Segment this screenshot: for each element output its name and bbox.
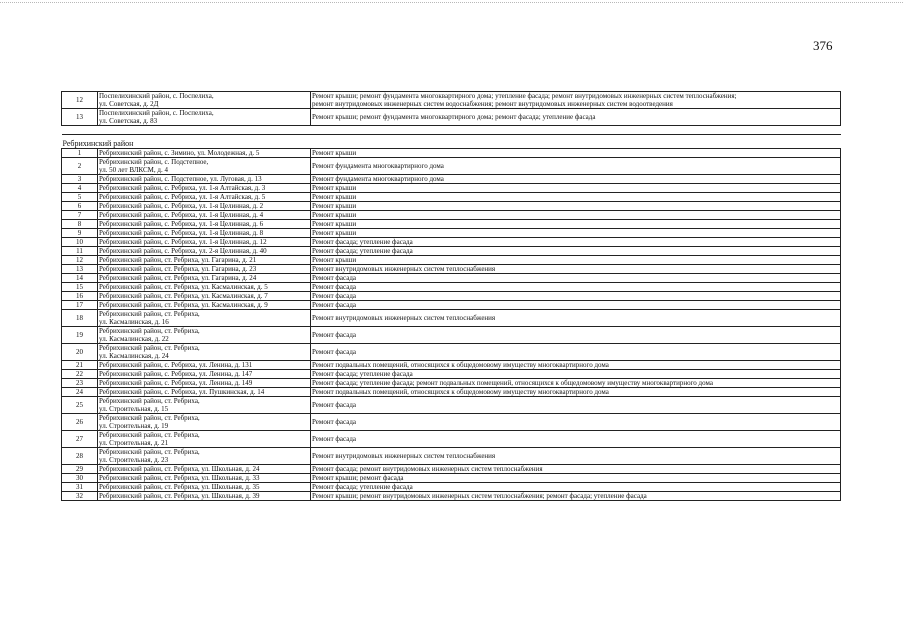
row-number: 10 [62, 238, 98, 247]
address-cell [98, 414, 311, 431]
row-number: 31 [62, 483, 98, 492]
address-line: Ребрихинский район, ст. Ребриха, [99, 344, 200, 352]
works-line: Ремонт подвальных помещений, относящихся к общедомовому имуществу многоквартирного дома [312, 361, 609, 369]
works-line: Ремонт фундамента многоквартирного дома [312, 175, 444, 183]
address-cell [98, 220, 311, 229]
row-number: 4 [62, 184, 98, 193]
address-line: Ребрихинский район, ст. Ребриха, ул. Гагарина, д. 24 [99, 274, 257, 282]
address-line: Ребрихинский район, ст. Ребриха, ул. Школьная, д. 35 [99, 483, 260, 491]
works-cell [311, 492, 841, 501]
address-line: Ребрихинский район, с. Ребриха, ул. 1-я Целинная, д. 8 [99, 229, 264, 237]
address-line: Ребрихинский район, ст. Ребриха, ул. Касмалинская, д. 5 [99, 283, 268, 291]
works-line: Ремонт фасада; утепление фасада [312, 238, 413, 246]
address-line: Ребрихинский район, с. Ребриха, ул. 1-я Алтайская, д. 3 [99, 184, 266, 192]
works-line: Ремонт крыши [312, 229, 357, 237]
table-row [62, 361, 841, 370]
works-cell [311, 448, 841, 465]
address-line: ул. 50 лет ВЛКСМ, д. 4 [99, 166, 168, 174]
table-row [62, 193, 841, 202]
works-line: Ремонт внутридомовых инженерных систем теплоснабжения [312, 452, 496, 460]
works-line: Ремонт внутридомовых инженерных систем теплоснабжения [312, 265, 496, 273]
address-line: Ребрихинский район, ст. Ребриха, [99, 397, 200, 405]
table-row [62, 247, 841, 256]
address-cell [98, 109, 311, 126]
works-line: Ремонт фасада [312, 348, 357, 356]
row-number: 29 [62, 465, 98, 474]
address-cell [98, 247, 311, 256]
works-line: Ремонт крыши [312, 211, 357, 219]
works-line: Ремонт фасада [312, 401, 357, 409]
address-line: ул. Касмалинская, д. 24 [99, 352, 169, 360]
works-cell [311, 92, 841, 109]
row-number: 23 [62, 379, 98, 388]
works-cell [311, 175, 841, 184]
address-line: Ребрихинский район, ст. Ребриха, ул. Касмалинская, д. 9 [99, 301, 268, 309]
address-cell [98, 158, 311, 175]
works-line: Ремонт крыши [312, 193, 357, 201]
row-number: 21 [62, 361, 98, 370]
address-line: Поспелихинский район, с. Поспелиха, [99, 92, 214, 100]
row-number: 12 [62, 92, 98, 109]
row-number: 13 [62, 109, 98, 126]
works-line: Ремонт фасада [312, 435, 357, 443]
table-row [62, 370, 841, 379]
works-line: Ремонт фасада [312, 301, 357, 309]
address-cell [98, 175, 311, 184]
scan-top-rule [0, 2, 903, 4]
row-number: 6 [62, 202, 98, 211]
address-line: Ребрихинский район, с. Ребриха, ул. 1-я Алтайская, д. 5 [99, 193, 266, 201]
table-row [62, 344, 841, 361]
works-cell [311, 220, 841, 229]
address-line: Ребрихинский район, ст. Ребриха, [99, 431, 200, 439]
row-number: 27 [62, 431, 98, 448]
address-cell [98, 483, 311, 492]
address-line: Ребрихинский район, с. Ребриха, ул. 1-я Целинная, д. 6 [99, 220, 264, 228]
address-line: ул. Советская, д. 2Д [99, 100, 159, 108]
works-line: Ремонт фасада [312, 283, 357, 291]
row-number: 24 [62, 388, 98, 397]
works-cell [311, 397, 841, 414]
address-line: Ребрихинский район, с. Подстепное, ул. Луговая, д. 13 [99, 175, 262, 183]
table-row [62, 149, 841, 158]
address-line: ул. Строительная, д. 21 [99, 439, 169, 447]
works-cell [311, 247, 841, 256]
row-number: 17 [62, 301, 98, 310]
works-cell [311, 301, 841, 310]
table-row [62, 158, 841, 175]
address-cell [98, 92, 311, 109]
address-line: ул. Советская, д. 83 [99, 117, 158, 125]
table-row [62, 109, 841, 126]
works-cell [311, 379, 841, 388]
address-cell [98, 310, 311, 327]
row-number: 5 [62, 193, 98, 202]
row-number: 14 [62, 274, 98, 283]
table-row [62, 301, 841, 310]
address-line: Ребрихинский район, с. Ребриха, ул. Ленина, д. 147 [99, 370, 253, 378]
row-number: 11 [62, 247, 98, 256]
works-cell [311, 483, 841, 492]
works-line: Ремонт фасада; утепление фасада [312, 483, 413, 491]
row-number: 8 [62, 220, 98, 229]
address-cell [98, 361, 311, 370]
table-body-spacer [62, 126, 841, 149]
address-cell [98, 448, 311, 465]
address-cell [98, 265, 311, 274]
works-cell [311, 265, 841, 274]
page-number: 376 [813, 38, 833, 53]
works-cell [311, 310, 841, 327]
address-line: Ребрихинский район, ст. Ребриха, ул. Гагарина, д. 23 [99, 265, 257, 273]
address-cell [98, 292, 311, 301]
row-number: 15 [62, 283, 98, 292]
table-row [62, 483, 841, 492]
table-row [62, 388, 841, 397]
works-line: Ремонт крыши; ремонт внутридомовых инженерных систем теплоснабжения; ремонт фасада; утепление фасада [312, 492, 647, 500]
table-row [62, 92, 841, 109]
works-cell [311, 193, 841, 202]
works-cell [311, 184, 841, 193]
table-row [62, 238, 841, 247]
address-line: Поспелихинский район, с. Поспелиха, [99, 109, 214, 117]
row-number: 18 [62, 310, 98, 327]
address-cell [98, 474, 311, 483]
address-cell [98, 283, 311, 292]
works-line: Ремонт крыши [312, 149, 357, 157]
row-number: 3 [62, 175, 98, 184]
row-number: 32 [62, 492, 98, 501]
table-row [62, 184, 841, 193]
row-number: 7 [62, 211, 98, 220]
works-line: Ремонт фундамента многоквартирного дома [312, 162, 444, 170]
address-cell [98, 229, 311, 238]
address-line: ул. Строительная, д. 19 [99, 422, 169, 430]
works-cell [311, 158, 841, 175]
address-cell [98, 379, 311, 388]
address-cell [98, 344, 311, 361]
works-cell [311, 238, 841, 247]
section-header-row [62, 135, 841, 149]
works-line: Ремонт крыши; ремонт фундамента многоквартирного дома; ремонт фасада; утепление фасада [312, 113, 596, 121]
works-line: Ремонт фасада [312, 274, 357, 282]
works-line: Ремонт крыши; ремонт фундамента многоквартирного дома; утепление фасада; ремонт внутридомовых инженерных систем теплоснабжения; [312, 92, 737, 100]
works-cell [311, 344, 841, 361]
table-row [62, 379, 841, 388]
address-cell [98, 211, 311, 220]
works-cell [311, 283, 841, 292]
works-cell [311, 292, 841, 301]
works-line: Ремонт фасада; утепление фасада; ремонт подвальных помещений, относящихся к общедомовому имуществу многоквартирного дома [312, 379, 713, 387]
address-line: Ребрихинский район, с. Зимино, ул. Молодежная, д. 5 [99, 149, 260, 157]
works-cell [311, 431, 841, 448]
works-cell [311, 256, 841, 265]
table-row [62, 175, 841, 184]
address-line: Ребрихинский район, ст. Ребриха, ул. Гагарина, д. 21 [99, 256, 257, 264]
table-row [62, 431, 841, 448]
table-row [62, 283, 841, 292]
works-cell [311, 149, 841, 158]
address-cell [98, 397, 311, 414]
table-row [62, 310, 841, 327]
spacer-row [62, 126, 841, 135]
section-title: Ребрихинский район [62, 135, 841, 149]
works-cell [311, 211, 841, 220]
repair-program-table [61, 91, 841, 501]
address-line: ул. Строительная, д. 23 [99, 456, 169, 464]
works-line: Ремонт внутридомовых инженерных систем теплоснабжения [312, 314, 496, 322]
address-line: Ребрихинский район, ст. Ребриха, [99, 310, 200, 318]
row-number: 16 [62, 292, 98, 301]
address-line: Ребрихинский район, с. Ребриха, ул. 1-я Целинная, д. 4 [99, 211, 264, 219]
address-cell [98, 274, 311, 283]
address-line: Ребрихинский район, с. Ребриха, ул. 1-я Целинная, д. 12 [99, 238, 267, 246]
works-cell [311, 229, 841, 238]
address-cell [98, 238, 311, 247]
table-row [62, 274, 841, 283]
row-number: 26 [62, 414, 98, 431]
table-row [62, 220, 841, 229]
address-line: Ребрихинский район, с. Ребриха, ул. Пушкинская, д. 14 [99, 388, 265, 396]
address-cell [98, 301, 311, 310]
row-number: 9 [62, 229, 98, 238]
works-cell [311, 465, 841, 474]
address-line: Ребрихинский район, с. Подстепное, [99, 158, 209, 166]
table-row [62, 292, 841, 301]
works-line: Ремонт крыши [312, 202, 357, 210]
row-number: 13 [62, 265, 98, 274]
table-row [62, 448, 841, 465]
address-line: ул. Касмалинская, д. 22 [99, 335, 169, 343]
address-line: Ребрихинский район, ст. Ребриха, ул. Школьная, д. 33 [99, 474, 260, 482]
works-line: Ремонт фасада; утепление фасада [312, 370, 413, 378]
works-line: Ремонт фасада [312, 331, 357, 339]
table-row [62, 414, 841, 431]
address-line: Ребрихинский район, ст. Ребриха, ул. Школьная, д. 39 [99, 492, 260, 500]
row-number: 25 [62, 397, 98, 414]
row-number: 30 [62, 474, 98, 483]
address-line: Ребрихинский район, ст. Ребриха, ул. Школьная, д. 24 [99, 465, 260, 473]
works-cell [311, 202, 841, 211]
table-row [62, 202, 841, 211]
address-cell [98, 388, 311, 397]
table-row [62, 265, 841, 274]
table-row [62, 327, 841, 344]
works-line: ремонт внутридомовых инженерных систем водоснабжения; ремонт внутридомовых инженерных систем водоотведения [312, 100, 673, 108]
address-line: Ребрихинский район, с. Ребриха, ул. Ленина, д. 149 [99, 379, 253, 387]
table-row [62, 229, 841, 238]
works-cell [311, 388, 841, 397]
works-cell [311, 414, 841, 431]
address-line: Ребрихинский район, с. Ребриха, ул. Ленина, д. 131 [99, 361, 253, 369]
row-number: 28 [62, 448, 98, 465]
works-line: Ремонт крыши; ремонт фасада [312, 474, 404, 482]
address-cell [98, 370, 311, 379]
works-line: Ремонт фасада; утепление фасада [312, 247, 413, 255]
table-body-previous-district [62, 92, 841, 126]
works-cell [311, 274, 841, 283]
works-line: Ремонт крыши [312, 220, 357, 228]
works-cell [311, 370, 841, 379]
address-line: Ребрихинский район, с. Ребриха, ул. 1-я Целинная, д. 2 [99, 202, 264, 210]
address-line: ул. Касмалинская, д. 16 [99, 318, 169, 326]
address-line: Ребрихинский район, ст. Ребриха, [99, 414, 200, 422]
row-number: 20 [62, 344, 98, 361]
table-row [62, 211, 841, 220]
address-cell [98, 256, 311, 265]
works-line: Ремонт фасада [312, 418, 357, 426]
table-row [62, 256, 841, 265]
works-cell [311, 109, 841, 126]
works-cell [311, 474, 841, 483]
address-line: ул. Строительная, д. 15 [99, 405, 169, 413]
table-body-rebrikha-district [62, 149, 841, 501]
row-number: 2 [62, 158, 98, 175]
row-number: 22 [62, 370, 98, 379]
address-cell [98, 492, 311, 501]
address-cell [98, 202, 311, 211]
works-line: Ремонт крыши [312, 184, 357, 192]
address-line: Ребрихинский район, ст. Ребриха, ул. Касмалинская, д. 7 [99, 292, 268, 300]
works-line: Ремонт фасада [312, 292, 357, 300]
address-cell [98, 327, 311, 344]
works-cell [311, 327, 841, 344]
row-number: 19 [62, 327, 98, 344]
works-line: Ремонт подвальных помещений, относящихся к общедомовому имуществу многоквартирного дома [312, 388, 609, 396]
works-line: Ремонт крыши [312, 256, 357, 264]
table-row [62, 397, 841, 414]
works-line: Ремонт фасада; ремонт внутридомовых инженерных систем теплоснабжения [312, 465, 543, 473]
address-line: Ребрихинский район, ст. Ребриха, [99, 327, 200, 335]
address-cell [98, 431, 311, 448]
works-cell [311, 361, 841, 370]
address-cell [98, 193, 311, 202]
address-cell [98, 465, 311, 474]
table-row [62, 474, 841, 483]
address-line: Ребрихинский район, ст. Ребриха, [99, 448, 200, 456]
row-number: 12 [62, 256, 98, 265]
row-number: 1 [62, 149, 98, 158]
table-row [62, 465, 841, 474]
address-line: Ребрихинский район, с. Ребриха, ул. 2-я Целинная, д. 40 [99, 247, 267, 255]
table-row [62, 492, 841, 501]
address-cell [98, 184, 311, 193]
address-cell [98, 149, 311, 158]
